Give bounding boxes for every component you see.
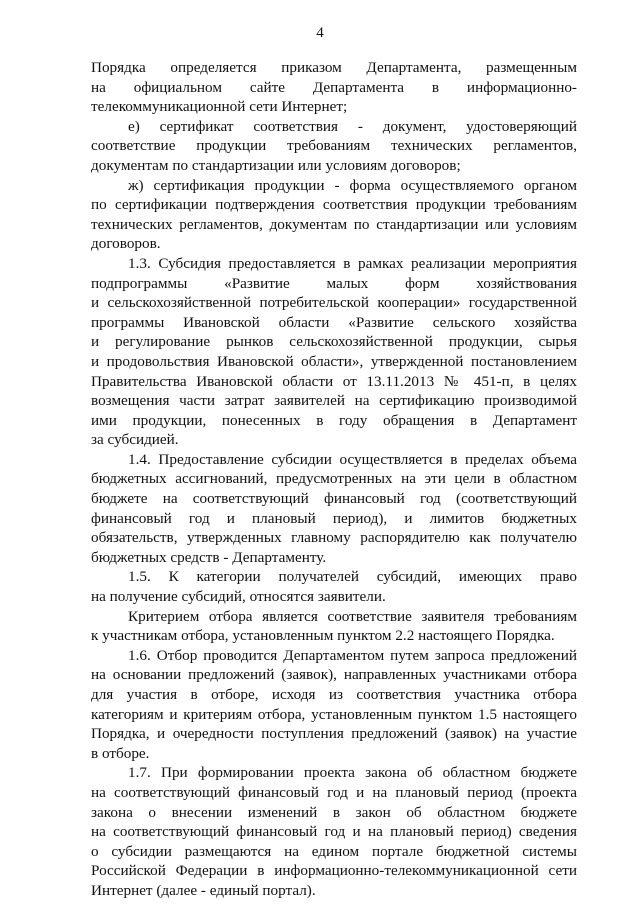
text-line: о субсидии размещаются на едином портале бюджетной системы (91, 842, 577, 860)
text-line: для участия в отборе, исходя из соответствия участника отбора (91, 686, 577, 703)
text-line: 1.6. Отбор проводится Департаментом путем запроса предложений (128, 646, 577, 664)
text-line: 1.5. К категории получателей субсидий, имеющих право (128, 568, 577, 586)
text-line: возмещения части затрат заявителей на сертификацию производимой (91, 392, 577, 410)
text-line: 1.7. При формировании проекта закона об областном бюджете (128, 764, 577, 782)
text-line: к участникам отбора, установленным пунктом 2.2 настоящего Порядка. (91, 627, 555, 645)
text-line: программы Ивановской области «Развитие сельского хозяйства (91, 313, 577, 331)
text-line: по сертификации подтверждения соответствия продукции требованиям (91, 196, 577, 214)
text-line: документам по стандартизации или условиям договоров; (91, 156, 461, 174)
text-line: на соответствующий финансовый год и на плановый период) сведения (91, 823, 577, 841)
text-line: и сельскохозяйственной потребительской кооперации» государственной (91, 294, 577, 312)
text-line: на соответствующий финансовый год и на плановый период (проекта (91, 783, 577, 801)
text-line: Порядка определяется приказом Департамента, размещенным (91, 59, 577, 76)
text-line: 1.4. Предоставление субсидии осуществляется в пределах объема (128, 450, 577, 468)
text-line: на получение субсидий, относятся заявители. (91, 588, 386, 606)
text-line: категориям и критериям отбора, установленным пунктом 1.5 настоящего (91, 705, 577, 723)
text-line: финансовый год и плановый период), и лимитов бюджетных (91, 509, 577, 527)
text-line: на официальном сайте Департамента в информационно- (91, 78, 577, 96)
text-line: на основании предложений (заявок), направленных участниками отбора (91, 666, 577, 684)
text-line: ими продукции, понесенных в году обращения в Департамент (91, 411, 577, 429)
text-line: бюджете на соответствующий финансовый год (соответствующий (91, 490, 577, 508)
text-line: обязательств, утвержденных главному распорядителю как получателю (91, 529, 577, 547)
text-line: технических регламентов, документам по стандартизации или условиям (91, 215, 577, 233)
text-line: е) сертификат соответствия - документ, удостоверяющий (128, 117, 577, 135)
text-line: 1.3. Субсидия предоставляется в рамках реализации мероприятия (128, 254, 577, 272)
text-line: и регулирование рынков сельскохозяйственной продукции, сырья (91, 333, 577, 351)
page-number: 4 (316, 25, 324, 41)
text-line: ж) сертификация продукции - форма осуществляемого органом (128, 176, 577, 194)
text-line: бюджетных средств - Департаменту. (91, 548, 327, 566)
document-body (91, 58, 577, 901)
text-line: соответствие продукции требованиям технических регламентов, (91, 137, 577, 155)
text-line: Правительства Ивановской области от 13.11.2013 № 451-п, в целях (91, 372, 577, 390)
text-line: Порядка, и очередности поступления предложений (заявок) на участие (91, 725, 577, 743)
text-line: Критерием отбора является соответствие заявителя требованиям (128, 607, 577, 625)
text-line: в отборе. (91, 744, 150, 762)
text-line: договоров. (91, 235, 161, 253)
text-line: бюджетных ассигнований, предусмотренных на эти цели в областном (91, 470, 577, 488)
text-line: закона о внесении изменений в закон об областном бюджете (91, 803, 577, 821)
text-line: Интернет (далее - единый портал). (91, 881, 316, 899)
text-line: и продовольствия Ивановской области», утвержденной постановлением (91, 352, 577, 370)
text-line: за субсидией. (91, 431, 179, 449)
text-line: телекоммуникационной сети Интернет; (91, 98, 348, 116)
text-line: Российской Федерации в информационно-телекоммуникационной сети (91, 862, 577, 880)
text-line: подпрограммы «Развитие малых форм хозяйствования (91, 274, 577, 292)
